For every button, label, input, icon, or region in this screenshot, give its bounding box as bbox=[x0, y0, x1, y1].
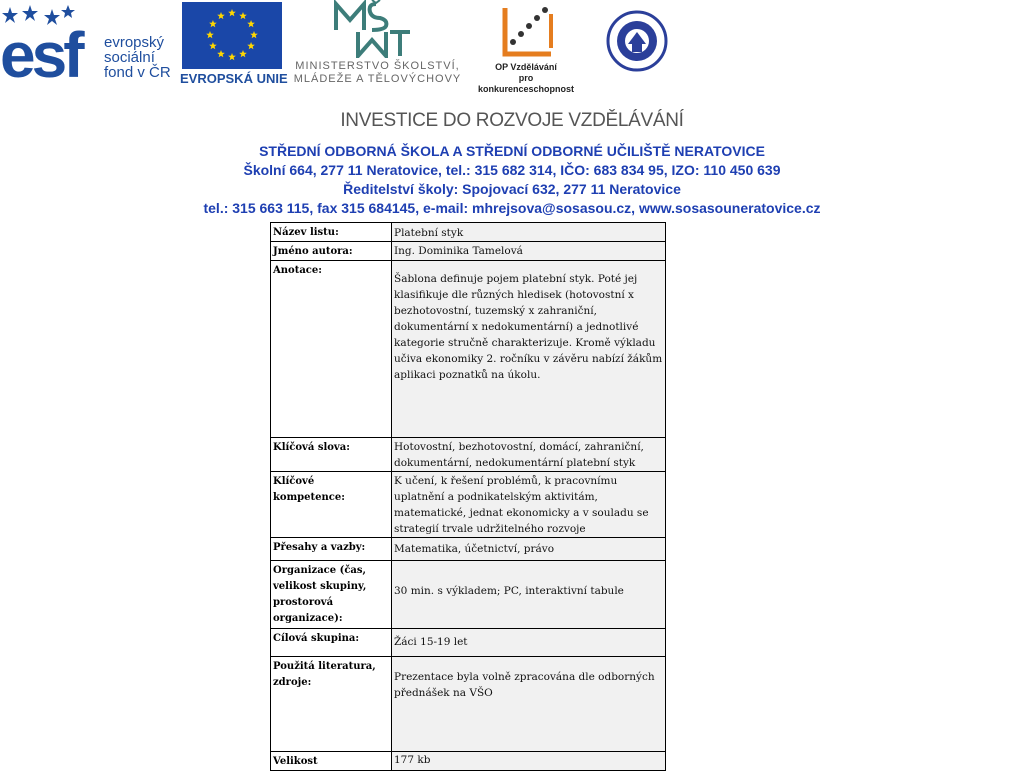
op-line: OP Vzdělávání bbox=[495, 62, 557, 72]
row-key: Velikost bbox=[271, 752, 392, 771]
table-row bbox=[271, 472, 666, 538]
op-logo bbox=[470, 2, 582, 94]
eu-star-icon bbox=[247, 42, 255, 49]
school-name: STŘEDNÍ ODBORNÁ ŠKOLA A STŘEDNÍ ODBORNÉ UČILIŠTĚ NERATOVICE bbox=[259, 143, 765, 159]
eu-star-icon bbox=[250, 31, 258, 38]
row-key: Cílová skupina: bbox=[271, 629, 392, 657]
school-headquarters: Ředitelství školy: Spojovací 632, 277 11 Neratovice bbox=[343, 181, 681, 197]
eu-logo bbox=[180, 2, 288, 86]
eu-star-icon bbox=[217, 12, 225, 19]
msmt-line: MINISTERSTVO ŠKOLSTVÍ, bbox=[295, 60, 460, 72]
table-row bbox=[271, 223, 666, 242]
row-value: Prezentace byla volně zpracována dle odborných přednášek na VŠO bbox=[392, 657, 666, 752]
row-value: 177 kb bbox=[392, 752, 666, 771]
school-contacts: tel.: 315 663 115, fax 315 684145, e-mail: mhrejsova@sosasou.cz, www.sosasouneratovice.cz bbox=[203, 200, 821, 216]
row-key: Klíčová slova: bbox=[271, 438, 392, 472]
row-value: Žáci 15-19 let bbox=[392, 629, 666, 657]
row-key: Použitá literatura, zdroje: bbox=[271, 657, 392, 752]
msmt-line: MLÁDEŽE A TĚLOVÝCHOVY bbox=[293, 73, 462, 85]
tagline: INVESTICE DO ROZVOJE VZDĚLÁVÁNÍ bbox=[340, 110, 684, 131]
table-row bbox=[271, 657, 666, 752]
op-line: pro konkurenceschopnost bbox=[477, 73, 575, 94]
eu-star-icon bbox=[228, 53, 236, 60]
esf-logo bbox=[0, 3, 175, 91]
msmt-logo bbox=[290, 0, 465, 90]
table-row bbox=[271, 538, 666, 561]
eu-label: EVROPSKÁ UNIE bbox=[180, 71, 288, 86]
eu-flag-icon bbox=[182, 2, 282, 69]
row-value: Šablona definuje pojem platební styk. Poté jej klasifikuje dle různých hledisek (hotovostní x bezhotovostní, tuzemský x zahraniční, dokumentární x nedokumentární) a jednotlivé kategorie stručně charakterizuje. Kromě výkladu učiva ekonomiky 2. ročníku v závěru nabízí žákům aplikaci poznatků na úkolu. bbox=[392, 261, 666, 438]
esf-line: fond v ČR bbox=[104, 64, 171, 81]
table-row bbox=[271, 261, 666, 438]
row-key: Název listu: bbox=[271, 223, 392, 242]
row-key: Jméno autora: bbox=[271, 242, 392, 261]
eu-star-icon bbox=[239, 50, 247, 57]
table-row bbox=[271, 629, 666, 657]
table-row bbox=[271, 438, 666, 472]
row-value: Platební styk bbox=[392, 223, 666, 242]
logo-strip bbox=[0, 0, 1024, 100]
row-value: Hotovostní, bezhotovostní, domácí, zahraniční, dokumentární, nedokumentární platební styk bbox=[392, 438, 666, 472]
esf-line: evropský bbox=[104, 34, 165, 51]
row-value: Ing. Dominika Tamelová bbox=[392, 242, 666, 261]
esf-wordmark: esf bbox=[0, 19, 81, 91]
eu-star-icon bbox=[209, 42, 217, 49]
op-label bbox=[470, 62, 582, 95]
eu-star-icon bbox=[206, 31, 214, 38]
row-key: Přesahy a vazby: bbox=[271, 538, 392, 561]
row-value: 30 min. s výkladem; PC, interaktivní tabule bbox=[392, 561, 666, 629]
esf-line: sociální bbox=[104, 49, 155, 66]
eu-star-icon bbox=[239, 12, 247, 19]
row-value: Matematika, účetnictví, právo bbox=[392, 538, 666, 561]
msmt-mark-icon bbox=[332, 0, 412, 58]
row-value: K učení, k řešení problémů, k pracovnímu uplatnění a podnikatelským aktivitám, matematické, jednat ekonomicky a v souladu se strategií trvale udržitelného rozvoje bbox=[392, 472, 666, 538]
row-key: Klíčové kompetence: bbox=[271, 472, 392, 538]
row-key: Organizace (čas, velikost skupiny, prostorová organizace): bbox=[271, 561, 392, 629]
info-table bbox=[270, 222, 666, 771]
eu-star-icon bbox=[209, 20, 217, 27]
eu-star-icon bbox=[228, 9, 236, 16]
eu-star-icon bbox=[217, 50, 225, 57]
table-row bbox=[271, 242, 666, 261]
esf-subtitle bbox=[104, 35, 171, 80]
school-header bbox=[0, 142, 1024, 218]
op-mark-icon bbox=[495, 2, 557, 60]
school-emblem-icon bbox=[606, 0, 668, 82]
eu-star-icon bbox=[247, 20, 255, 27]
row-key: Anotace: bbox=[271, 261, 392, 438]
msmt-label bbox=[290, 60, 465, 86]
school-address: Školní 664, 277 11 Neratovice, tel.: 315 682 314, IČO: 683 834 95, IZO: 110 450 639 bbox=[243, 162, 781, 178]
table-row bbox=[271, 561, 666, 629]
